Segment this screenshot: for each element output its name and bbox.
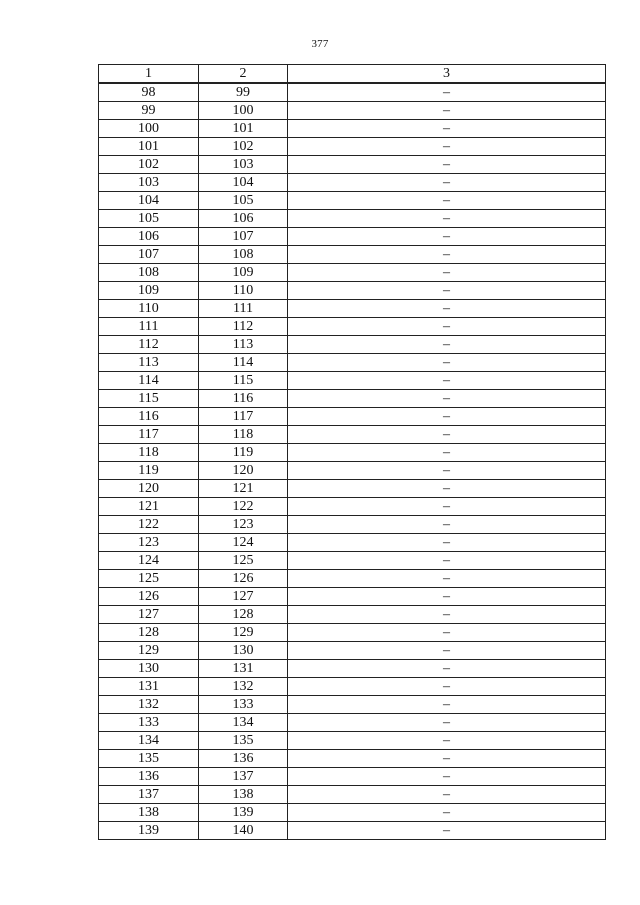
table-cell-col-2: 137 bbox=[199, 768, 288, 786]
table-cell-col-3: – bbox=[288, 336, 606, 354]
table-cell-col-2: 101 bbox=[199, 120, 288, 138]
table-cell-col-1: 125 bbox=[99, 570, 199, 588]
table-cell-col-1: 126 bbox=[99, 588, 199, 606]
table-cell-col-1: 135 bbox=[99, 750, 199, 768]
table-cell-col-1: 100 bbox=[99, 120, 199, 138]
table-cell-col-1: 123 bbox=[99, 534, 199, 552]
table-cell-col-2: 103 bbox=[199, 156, 288, 174]
table-row bbox=[99, 606, 606, 624]
table-cell-col-3: – bbox=[288, 156, 606, 174]
table-cell-col-3: – bbox=[288, 822, 606, 840]
table-row bbox=[99, 318, 606, 336]
column-header-2: 2 bbox=[199, 65, 288, 84]
table-cell-col-1: 131 bbox=[99, 678, 199, 696]
table-cell-col-2: 125 bbox=[199, 552, 288, 570]
data-table bbox=[98, 64, 606, 840]
table-cell-col-3: – bbox=[288, 498, 606, 516]
table-cell-col-3: – bbox=[288, 246, 606, 264]
table-cell-col-3: – bbox=[288, 696, 606, 714]
table-row bbox=[99, 138, 606, 156]
table-cell-col-1: 124 bbox=[99, 552, 199, 570]
table-cell-col-1: 119 bbox=[99, 462, 199, 480]
table-cell-col-1: 115 bbox=[99, 390, 199, 408]
table-cell-col-3: – bbox=[288, 210, 606, 228]
table-cell-col-3: – bbox=[288, 534, 606, 552]
table-row bbox=[99, 534, 606, 552]
table-cell-col-3: – bbox=[288, 138, 606, 156]
table-cell-col-1: 112 bbox=[99, 336, 199, 354]
table-cell-col-3: – bbox=[288, 804, 606, 822]
table-cell-col-2: 133 bbox=[199, 696, 288, 714]
table-cell-col-3: – bbox=[288, 588, 606, 606]
table-cell-col-3: – bbox=[288, 390, 606, 408]
table-cell-col-3: – bbox=[288, 192, 606, 210]
table-cell-col-1: 139 bbox=[99, 822, 199, 840]
table-row bbox=[99, 444, 606, 462]
table-row bbox=[99, 408, 606, 426]
table-cell-col-1: 116 bbox=[99, 408, 199, 426]
table-cell-col-3: – bbox=[288, 786, 606, 804]
table-cell-col-1: 120 bbox=[99, 480, 199, 498]
table-cell-col-1: 132 bbox=[99, 696, 199, 714]
table-cell-col-1: 137 bbox=[99, 786, 199, 804]
table-row bbox=[99, 174, 606, 192]
table-cell-col-3: – bbox=[288, 768, 606, 786]
table-cell-col-1: 136 bbox=[99, 768, 199, 786]
table-cell-col-2: 109 bbox=[199, 264, 288, 282]
table-cell-col-1: 105 bbox=[99, 210, 199, 228]
table-cell-col-2: 139 bbox=[199, 804, 288, 822]
table-cell-col-2: 130 bbox=[199, 642, 288, 660]
table-cell-col-2: 105 bbox=[199, 192, 288, 210]
table-cell-col-3: – bbox=[288, 714, 606, 732]
table-cell-col-3: – bbox=[288, 228, 606, 246]
table-cell-col-2: 131 bbox=[199, 660, 288, 678]
table-cell-col-2: 106 bbox=[199, 210, 288, 228]
table-row bbox=[99, 786, 606, 804]
table-cell-col-1: 108 bbox=[99, 264, 199, 282]
table-cell-col-1: 121 bbox=[99, 498, 199, 516]
table-row bbox=[99, 102, 606, 120]
table-row bbox=[99, 300, 606, 318]
table-cell-col-2: 126 bbox=[199, 570, 288, 588]
table-cell-col-2: 123 bbox=[199, 516, 288, 534]
table-row bbox=[99, 228, 606, 246]
table-row bbox=[99, 354, 606, 372]
table-row bbox=[99, 714, 606, 732]
table-cell-col-3: – bbox=[288, 426, 606, 444]
table-cell-col-3: – bbox=[288, 516, 606, 534]
table-cell-col-2: 117 bbox=[199, 408, 288, 426]
table-row bbox=[99, 552, 606, 570]
table-cell-col-2: 136 bbox=[199, 750, 288, 768]
table-cell-col-3: – bbox=[288, 642, 606, 660]
table-cell-col-2: 122 bbox=[199, 498, 288, 516]
table-row bbox=[99, 282, 606, 300]
table-cell-col-1: 104 bbox=[99, 192, 199, 210]
table-row bbox=[99, 480, 606, 498]
table-cell-col-1: 101 bbox=[99, 138, 199, 156]
table-row bbox=[99, 120, 606, 138]
table-row bbox=[99, 372, 606, 390]
table-row bbox=[99, 264, 606, 282]
table-row bbox=[99, 732, 606, 750]
table-cell-col-1: 129 bbox=[99, 642, 199, 660]
table-cell-col-2: 138 bbox=[199, 786, 288, 804]
table-cell-col-2: 121 bbox=[199, 480, 288, 498]
table-cell-col-3: – bbox=[288, 120, 606, 138]
table-cell-col-2: 104 bbox=[199, 174, 288, 192]
table-row bbox=[99, 750, 606, 768]
table-row bbox=[99, 660, 606, 678]
table-cell-col-1: 106 bbox=[99, 228, 199, 246]
table-cell-col-2: 110 bbox=[199, 282, 288, 300]
table-cell-col-3: – bbox=[288, 660, 606, 678]
table-cell-col-1: 99 bbox=[99, 102, 199, 120]
table-cell-col-3: – bbox=[288, 300, 606, 318]
table-cell-col-2: 120 bbox=[199, 462, 288, 480]
table-cell-col-3: – bbox=[288, 552, 606, 570]
table-row bbox=[99, 624, 606, 642]
table-row bbox=[99, 498, 606, 516]
table-cell-col-2: 100 bbox=[199, 102, 288, 120]
table-cell-col-3: – bbox=[288, 678, 606, 696]
table-row bbox=[99, 696, 606, 714]
table-cell-col-2: 140 bbox=[199, 822, 288, 840]
table-cell-col-3: – bbox=[288, 318, 606, 336]
table-cell-col-2: 118 bbox=[199, 426, 288, 444]
table-cell-col-3: – bbox=[288, 624, 606, 642]
table-cell-col-3: – bbox=[288, 372, 606, 390]
table-row bbox=[99, 192, 606, 210]
table-cell-col-2: 134 bbox=[199, 714, 288, 732]
table-row bbox=[99, 336, 606, 354]
table-cell-col-3: – bbox=[288, 174, 606, 192]
table-cell-col-1: 130 bbox=[99, 660, 199, 678]
table-row bbox=[99, 588, 606, 606]
table-cell-col-2: 113 bbox=[199, 336, 288, 354]
table-row bbox=[99, 462, 606, 480]
table-cell-col-3: – bbox=[288, 732, 606, 750]
table-cell-col-3: – bbox=[288, 102, 606, 120]
table-cell-col-1: 118 bbox=[99, 444, 199, 462]
page-number: 377 bbox=[311, 38, 329, 50]
table-row bbox=[99, 822, 606, 840]
table-cell-col-3: – bbox=[288, 282, 606, 300]
table-cell-col-1: 117 bbox=[99, 426, 199, 444]
table-cell-col-2: 115 bbox=[199, 372, 288, 390]
table-cell-col-3: – bbox=[288, 750, 606, 768]
column-header-1: 1 bbox=[99, 65, 199, 84]
table-cell-col-3: – bbox=[288, 444, 606, 462]
table-cell-col-1: 102 bbox=[99, 156, 199, 174]
table-body bbox=[99, 83, 606, 840]
table-cell-col-2: 129 bbox=[199, 624, 288, 642]
table-cell-col-1: 133 bbox=[99, 714, 199, 732]
table-cell-col-2: 124 bbox=[199, 534, 288, 552]
table-row bbox=[99, 210, 606, 228]
table-cell-col-2: 107 bbox=[199, 228, 288, 246]
table-cell-col-3: – bbox=[288, 354, 606, 372]
table-row bbox=[99, 426, 606, 444]
table-row bbox=[99, 516, 606, 534]
column-header-3: 3 bbox=[288, 65, 606, 84]
table-row bbox=[99, 570, 606, 588]
table-cell-col-2: 112 bbox=[199, 318, 288, 336]
table-row bbox=[99, 768, 606, 786]
table-cell-col-2: 119 bbox=[199, 444, 288, 462]
table-cell-col-1: 138 bbox=[99, 804, 199, 822]
table-cell-col-2: 114 bbox=[199, 354, 288, 372]
table-cell-col-1: 128 bbox=[99, 624, 199, 642]
table-cell-col-1: 122 bbox=[99, 516, 199, 534]
table-cell-col-1: 114 bbox=[99, 372, 199, 390]
table-cell-col-3: – bbox=[288, 462, 606, 480]
table-cell-col-2: 102 bbox=[199, 138, 288, 156]
table-cell-col-2: 132 bbox=[199, 678, 288, 696]
table-cell-col-1: 134 bbox=[99, 732, 199, 750]
table-row bbox=[99, 390, 606, 408]
table-cell-col-1: 109 bbox=[99, 282, 199, 300]
table-cell-col-1: 127 bbox=[99, 606, 199, 624]
table-cell-col-2: 128 bbox=[199, 606, 288, 624]
table-cell-col-1: 98 bbox=[99, 83, 199, 102]
table-cell-col-2: 99 bbox=[199, 83, 288, 102]
table-row bbox=[99, 678, 606, 696]
table-cell-col-3: – bbox=[288, 408, 606, 426]
table-cell-col-2: 135 bbox=[199, 732, 288, 750]
table-cell-col-3: – bbox=[288, 264, 606, 282]
table-cell-col-3: – bbox=[288, 480, 606, 498]
table-row bbox=[99, 642, 606, 660]
table-cell-col-1: 113 bbox=[99, 354, 199, 372]
table-cell-col-2: 127 bbox=[199, 588, 288, 606]
table-header-row bbox=[99, 65, 606, 84]
table-row bbox=[99, 804, 606, 822]
table-cell-col-1: 107 bbox=[99, 246, 199, 264]
table-cell-col-2: 116 bbox=[199, 390, 288, 408]
table-cell-col-1: 111 bbox=[99, 318, 199, 336]
table-cell-col-3: – bbox=[288, 606, 606, 624]
table-row bbox=[99, 246, 606, 264]
table-cell-col-1: 103 bbox=[99, 174, 199, 192]
table-cell-col-2: 108 bbox=[199, 246, 288, 264]
table-row bbox=[99, 156, 606, 174]
table-cell-col-3: – bbox=[288, 570, 606, 588]
table-row bbox=[99, 83, 606, 102]
table-cell-col-3: – bbox=[288, 83, 606, 102]
table-cell-col-2: 111 bbox=[199, 300, 288, 318]
table-cell-col-1: 110 bbox=[99, 300, 199, 318]
